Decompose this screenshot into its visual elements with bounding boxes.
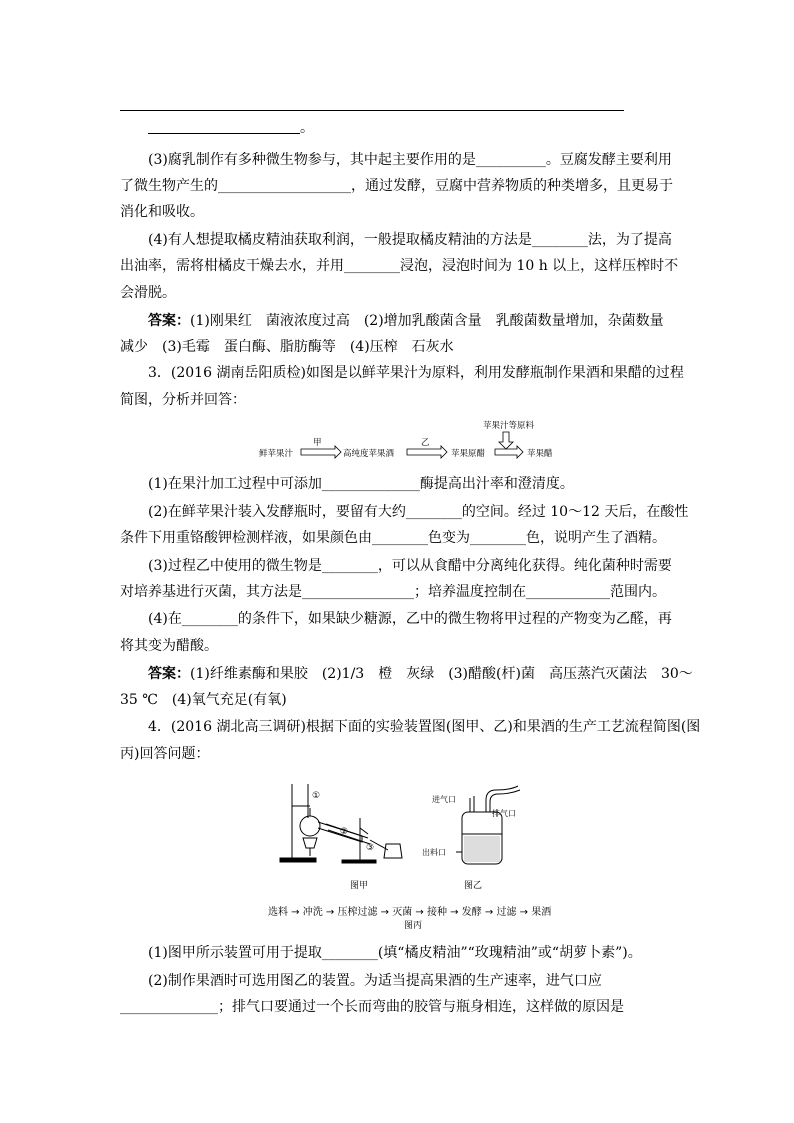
answer-3-label: 答案： (148, 666, 190, 682)
text-line-3: 了微生物产生的___________________，通过发酵，豆腐中营养物质的种类增多，且更易于 (120, 178, 673, 194)
label-air-out: 排气口 (492, 809, 516, 818)
answer-text: (1)刚果红 菌液浓度过高 (2)增加乳酸菌含量 乳酸菌数量增加，杂菌数量 (190, 313, 664, 329)
question-4-line-2: 丙)回答问题： (120, 746, 210, 762)
top-rule (120, 110, 624, 111)
label-air-in: 进气口 (432, 795, 456, 804)
distillation-apparatus (280, 784, 402, 863)
question-3-part-2-a: (2)在鲜苹果汁装入发酵瓶时，要留有大约________的空间。经过 10～12 天后，在酸性 (148, 504, 689, 520)
caption-bing: 图丙 (404, 921, 423, 931)
caption-jia: 图甲 (350, 881, 369, 891)
flow2-step: 冲洗 (302, 907, 323, 918)
text-line-1 (148, 118, 708, 138)
question-3-part-4-b: 将其变为醋酸。 (120, 638, 218, 654)
arrow-icon: → (516, 907, 532, 918)
flow-start: 鲜苹果汁 (259, 449, 294, 459)
answer-line-2: 减少 (3)毛霉 蛋白酶、脂肪酶等 (4)压榨 石灰水 (120, 339, 454, 355)
question-3-line-1: 3．(2016 湖南岳阳质检)如图是以鲜苹果汁为原料，利用发酵瓶制作果酒和果醋的过程 (148, 365, 684, 381)
flow-mid2: 苹果原醋 (451, 449, 486, 459)
flow2-step: 压榨过滤 (337, 907, 378, 918)
arrow-icon: → (377, 907, 393, 918)
arrow-icon: → (481, 907, 497, 918)
answer-3-line-1 (148, 664, 708, 684)
flow2-step: 灭菌 (392, 907, 413, 918)
question-3-part-3-a: (3)过程乙中使用的微生物是________，可以从食醋中分离纯化获得。纯化菌种时需要 (148, 558, 672, 574)
flow-end: 苹果醋 (527, 449, 553, 459)
answer-3-line-2: 35 ℃ (4)氧气充足(有氧) (120, 692, 287, 708)
flow2-step: 选料 (268, 907, 288, 918)
question-3-part-3-b: 对培养基进行灭菌，其方法是________________；培养温度控制在____________范围内。 (120, 584, 666, 600)
flow2-step: 过滤 (496, 907, 517, 918)
question-4-part-2-a: (2)制作果酒时可选用图乙的装置。为适当提高果酒的生产速率，进气口应 (148, 973, 602, 989)
text-line-6: 出油率，需将柑橘皮干燥去水，并用________浸泡，浸泡时间为 10 h 以上，这样压榨时不 (120, 258, 679, 274)
arrow-icon: → (322, 907, 338, 918)
question-3-part-1: (1)在果汁加工过程中可添加______________酶提高出汁率和澄清度。 (148, 476, 574, 492)
marker-2: ② (340, 827, 349, 837)
text-line-5: (4)有人想提取橘皮精油获取利润，一般提取橘皮精油的方法是________法，为了提高 (148, 232, 672, 248)
question-3-line-2: 简图，分析并回答： (120, 392, 246, 408)
fermentation-bottle (456, 786, 520, 864)
arrow-icon: → (412, 907, 427, 918)
question-4-line-1: 4．(2016 湖北高三调研)根据下面的实验装置图(图甲、乙)和果酒的生产工艺流程简图(图 (148, 719, 701, 735)
answer-3-text: (1)纤维素酶和果胶 (2)1/3 橙 灰绿 (3)醋酸(杆)菌 高压蒸汽灭菌法 30～ (190, 666, 693, 682)
flow2-step: 发酵 (461, 907, 482, 918)
answer-line-1 (148, 311, 708, 331)
flow-label-jia: 甲 (313, 438, 322, 448)
flow2-step: 果酒 (531, 907, 552, 918)
marker-1: ① (312, 791, 321, 801)
flow-diagram-wine (268, 903, 551, 918)
arrow-icon: → (447, 907, 462, 918)
text-line-4: 消化和吸收。 (120, 204, 204, 220)
arrow-end (495, 446, 523, 458)
flow-top-label: 苹果汁等原料 (483, 421, 535, 431)
text-line-1-tail: 。 (300, 120, 314, 136)
flow-mid: 高纯度苹果酒 (343, 449, 395, 459)
flow-diagram-apple (255, 418, 575, 466)
arrow-icon: → (288, 907, 303, 918)
arrow-down (499, 432, 513, 449)
flow2-step: 接种 (427, 907, 447, 918)
question-4-part-1: (1)图甲所示装置可用于提取________(填“橘皮精油”“玫瑰精油”或“胡萝卜素”)。 (148, 945, 642, 961)
flow-label-yi: 乙 (421, 438, 430, 448)
marker-3: ③ (366, 843, 375, 853)
label-outlet: 出料口 (422, 848, 446, 857)
question-3-part-2-b: 条件下用重铬酸钾检测样液，如果颜色由________色变为________色，说明产生了酒精。 (120, 530, 666, 546)
caption-yi: 图乙 (464, 881, 483, 891)
text-line-7: 会滑脱。 (120, 285, 176, 301)
question-3-part-4-a: (4)在________的条件下，如果缺少糖源，乙中的微生物将甲过程的产物变为乙醛，再 (148, 611, 672, 627)
answer-label: 答案： (148, 313, 190, 329)
text-line-2: (3)腐乳制作有多种微生物参与，其中起主要作用的是__________。豆腐发酵主要利用 (148, 152, 672, 168)
question-4-part-2-b: ______________；排气口要通过一个长而弯曲的胶管与瓶身相连，这样做的原因是 (120, 999, 624, 1015)
